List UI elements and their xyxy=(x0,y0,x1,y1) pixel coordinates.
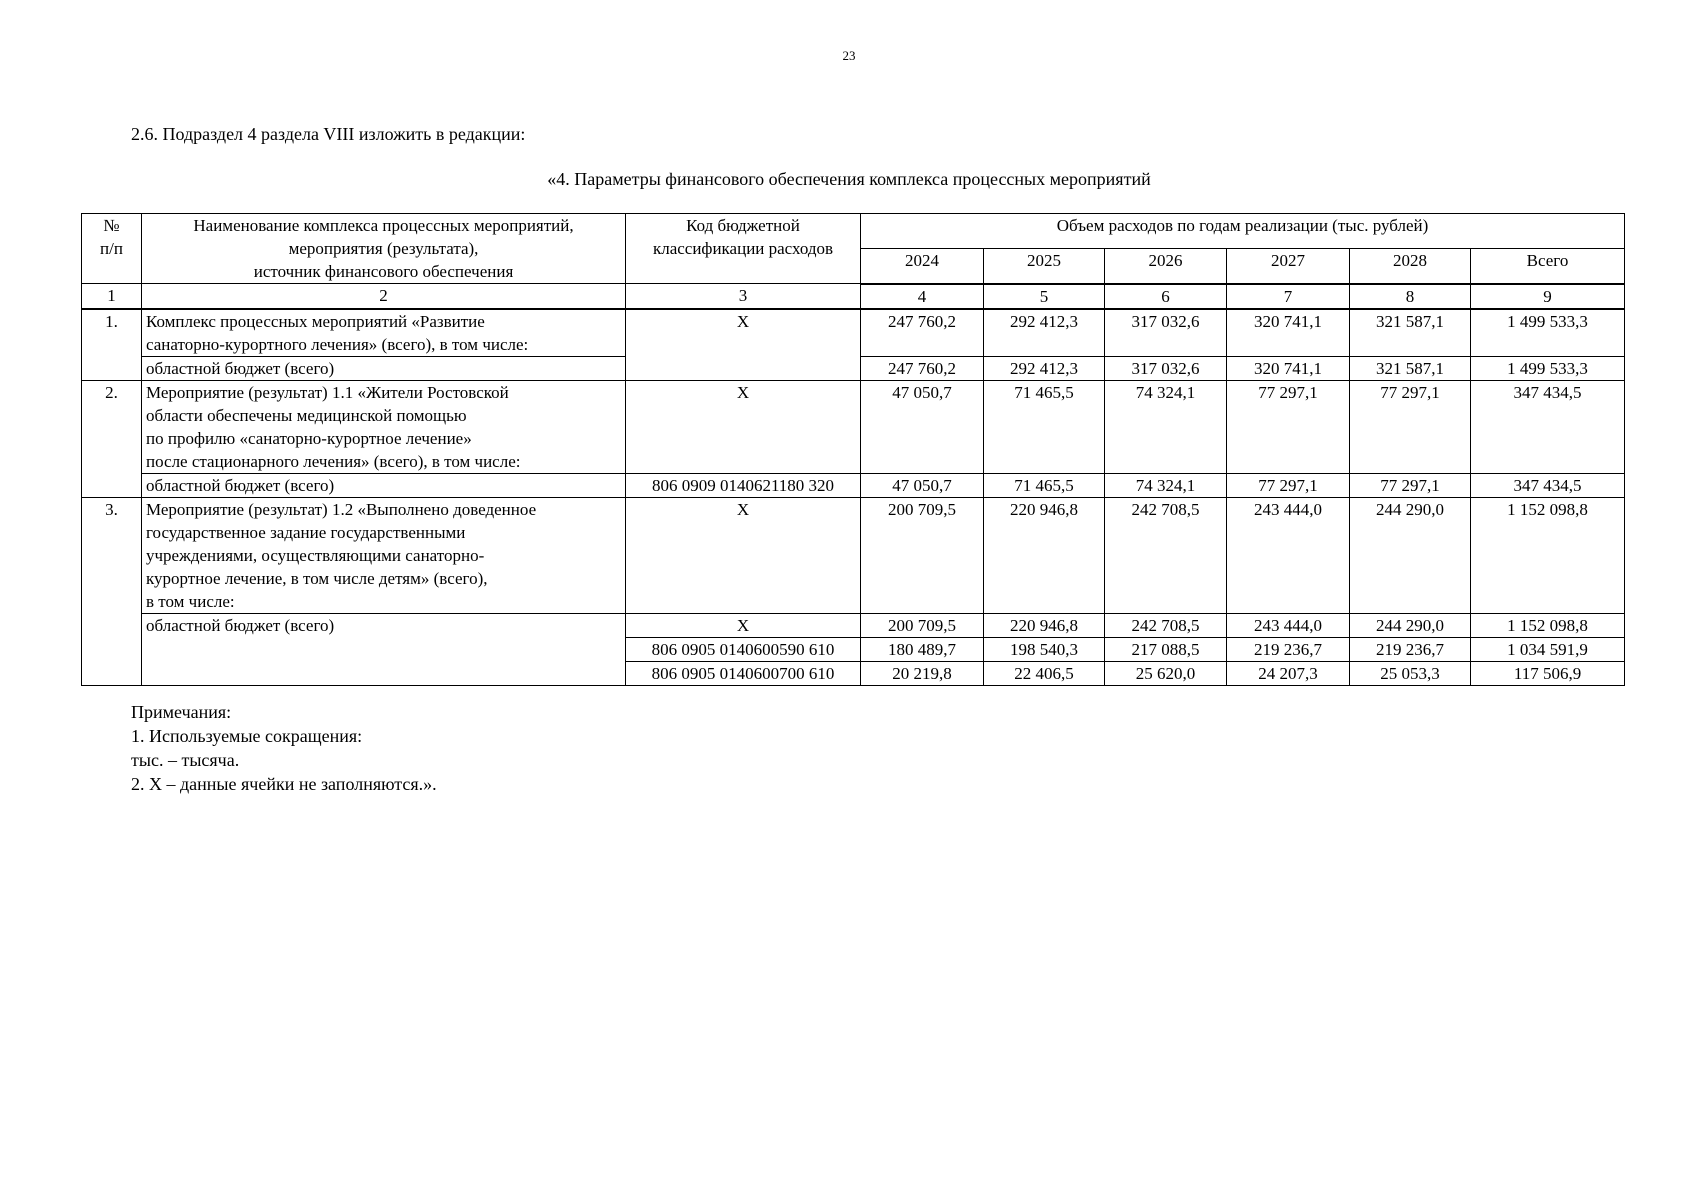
col-number: 5 xyxy=(984,284,1105,309)
row-name-line: в том числе: xyxy=(146,591,235,611)
header-name-cell xyxy=(142,214,626,284)
note-item: 1. Используемые сокращения: xyxy=(131,726,363,746)
value-cell: 317 032,6 xyxy=(1105,356,1227,380)
value-cell: 243 444,0 xyxy=(1227,497,1350,613)
value-cell: 292 412,3 xyxy=(984,309,1105,357)
header-volume: Объем расходов по годам реализации (тыс. рублей) xyxy=(861,214,1625,249)
value-cell: 77 297,1 xyxy=(1227,473,1350,497)
value-cell: 71 465,5 xyxy=(984,380,1105,473)
row-subname: областной бюджет (всего) xyxy=(142,356,626,380)
row-name-line: Мероприятие (результат) 1.1 «Жители Ростовской xyxy=(146,382,509,402)
value-cell: 24 207,3 xyxy=(1227,661,1350,685)
column-number-row xyxy=(82,284,1625,309)
header-row-1 xyxy=(82,214,1625,249)
total-cell: 1 152 098,8 xyxy=(1471,613,1625,637)
value-cell: 244 290,0 xyxy=(1350,613,1471,637)
row-code: Х xyxy=(626,309,861,381)
notes-heading: Примечания: xyxy=(131,702,232,722)
value-cell: 74 324,1 xyxy=(1105,380,1227,473)
page-number: 23 xyxy=(842,48,856,63)
header-code-cell xyxy=(626,214,861,284)
header-num2: п/п xyxy=(100,239,123,258)
row-number: 3. xyxy=(82,497,142,685)
value-cell: 25 620,0 xyxy=(1105,661,1227,685)
row-name-line: государственное задание государственными xyxy=(146,522,466,542)
header-name-line: мероприятия (результата), xyxy=(288,239,479,258)
value-cell: 244 290,0 xyxy=(1350,497,1471,613)
value-cell: 77 297,1 xyxy=(1350,473,1471,497)
value-cell: 320 741,1 xyxy=(1227,356,1350,380)
row-name xyxy=(142,309,626,357)
row-name-line: области обеспечены медицинской помощью xyxy=(146,405,467,425)
row-name xyxy=(142,497,626,613)
row-name-line: курортное лечение, в том числе детям» (всего), xyxy=(146,568,488,588)
total-cell: 1 034 591,9 xyxy=(1471,637,1625,661)
value-cell: 242 708,5 xyxy=(1105,497,1227,613)
col-number: 7 xyxy=(1227,284,1350,309)
table-row xyxy=(82,309,1625,357)
header-year: 2028 xyxy=(1350,248,1471,283)
row-name-line: по профилю «санаторно-курортное лечение» xyxy=(146,428,472,448)
value-cell: 77 297,1 xyxy=(1227,380,1350,473)
total-cell: 347 434,5 xyxy=(1471,473,1625,497)
col-number: 4 xyxy=(861,284,984,309)
value-cell: 180 489,7 xyxy=(861,637,984,661)
header-name-line: источник финансового обеспечения xyxy=(253,262,514,281)
row-code: Х xyxy=(626,613,861,637)
value-cell: 247 760,2 xyxy=(861,356,984,380)
total-cell: 1 499 533,3 xyxy=(1471,356,1625,380)
value-cell: 220 946,8 xyxy=(984,497,1105,613)
col-number: 9 xyxy=(1471,284,1625,309)
value-cell: 47 050,7 xyxy=(861,380,984,473)
header-num-cell xyxy=(82,214,142,284)
row-code: 806 0909 0140621180 320 xyxy=(626,473,861,497)
row-number: 1. xyxy=(82,309,142,381)
col-number: 8 xyxy=(1350,284,1471,309)
row-code: Х xyxy=(626,497,861,613)
header-code-line: Код бюджетной xyxy=(686,216,800,235)
header-total: Всего xyxy=(1471,248,1625,283)
header-year: 2024 xyxy=(861,248,984,283)
value-cell: 200 709,5 xyxy=(861,613,984,637)
table-title: «4. Параметры финансового обеспечения комплекса процессных мероприятий xyxy=(547,169,1151,189)
table-row xyxy=(82,473,1625,497)
table-row xyxy=(82,497,1625,613)
total-cell: 347 434,5 xyxy=(1471,380,1625,473)
value-cell: 20 219,8 xyxy=(861,661,984,685)
col-number: 2 xyxy=(142,284,626,309)
total-cell: 1 152 098,8 xyxy=(1471,497,1625,613)
row-name-line: Комплекс процессных мероприятий «Развитие xyxy=(146,311,485,331)
value-cell: 217 088,5 xyxy=(1105,637,1227,661)
value-cell: 292 412,3 xyxy=(984,356,1105,380)
row-code: 806 0905 0140600700 610 xyxy=(626,661,861,685)
row-subname: областной бюджет (всего) xyxy=(142,613,626,685)
total-cell: 1 499 533,3 xyxy=(1471,309,1625,357)
value-cell: 71 465,5 xyxy=(984,473,1105,497)
row-code: Х xyxy=(626,380,861,473)
table-row xyxy=(82,613,1625,637)
row-name-line: санаторно-курортного лечения» (всего), в том числе: xyxy=(146,334,529,354)
header-num: № xyxy=(103,216,120,235)
row-name-line: после стационарного лечения» (всего), в том числе: xyxy=(146,451,521,471)
value-cell: 74 324,1 xyxy=(1105,473,1227,497)
value-cell: 247 760,2 xyxy=(861,309,984,357)
value-cell: 47 050,7 xyxy=(861,473,984,497)
value-cell: 25 053,3 xyxy=(1350,661,1471,685)
value-cell: 242 708,5 xyxy=(1105,613,1227,637)
value-cell: 317 032,6 xyxy=(1105,309,1227,357)
intro-paragraph: 2.6. Подраздел 4 раздела VIII изложить в редакции: xyxy=(131,124,526,144)
value-cell: 321 587,1 xyxy=(1350,309,1471,357)
row-number: 2. xyxy=(82,380,142,497)
value-cell: 219 236,7 xyxy=(1350,637,1471,661)
value-cell: 320 741,1 xyxy=(1227,309,1350,357)
total-cell: 117 506,9 xyxy=(1471,661,1625,685)
note-item: 2. Х – данные ячейки не заполняются.». xyxy=(131,774,437,794)
col-number: 1 xyxy=(82,284,142,309)
row-name xyxy=(142,380,626,473)
value-cell: 219 236,7 xyxy=(1227,637,1350,661)
value-cell: 220 946,8 xyxy=(984,613,1105,637)
header-code-line: классификации расходов xyxy=(652,239,834,258)
value-cell: 200 709,5 xyxy=(861,497,984,613)
row-name-line: Мероприятие (результат) 1.2 «Выполнено доведенное xyxy=(146,499,537,519)
value-cell: 77 297,1 xyxy=(1350,380,1471,473)
value-cell: 243 444,0 xyxy=(1227,613,1350,637)
table-row xyxy=(82,380,1625,473)
header-year: 2026 xyxy=(1105,248,1227,283)
value-cell: 22 406,5 xyxy=(984,661,1105,685)
col-number: 6 xyxy=(1105,284,1227,309)
header-name-line: Наименование комплекса процессных мероприятий, xyxy=(193,216,574,235)
header-year: 2025 xyxy=(984,248,1105,283)
header-year: 2027 xyxy=(1227,248,1350,283)
value-cell: 198 540,3 xyxy=(984,637,1105,661)
financing-table xyxy=(81,213,1625,686)
note-item: тыс. – тысяча. xyxy=(131,750,240,770)
notes xyxy=(131,700,437,796)
row-name-line: учреждениями, осуществляющими санаторно- xyxy=(146,545,485,565)
value-cell: 321 587,1 xyxy=(1350,356,1471,380)
col-number: 3 xyxy=(626,284,861,309)
row-subname: областной бюджет (всего) xyxy=(142,473,626,497)
row-code: 806 0905 0140600590 610 xyxy=(626,637,861,661)
